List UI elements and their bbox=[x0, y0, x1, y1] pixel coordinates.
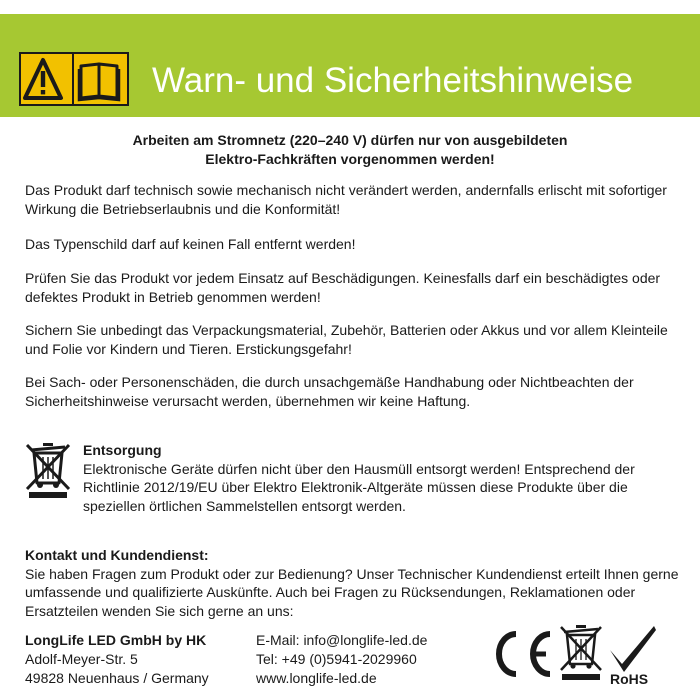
disposal-line: speziellen örtlichen Sammelstellen entsorgt werden. bbox=[83, 497, 406, 514]
contact-email[interactable]: E-Mail: info@longlife-led.de bbox=[256, 632, 428, 648]
rohs-check-icon bbox=[610, 626, 656, 686]
paragraph-line: Das Produkt darf technisch sowie mechanisch nicht verändert werden, andernfalls erlischt mit sofortiger bbox=[25, 182, 667, 198]
paragraph-line: Wirkung die Betriebserlaubnis und die Konformität! bbox=[25, 201, 341, 217]
contact-heading: Kontakt und Kundendienst: bbox=[25, 547, 209, 563]
ce-mark-icon bbox=[499, 634, 550, 674]
safety-paragraph-liability bbox=[25, 373, 685, 411]
disposal-section bbox=[83, 441, 683, 515]
crossed-out-bin-icon bbox=[23, 441, 73, 499]
contact-section bbox=[25, 546, 695, 620]
safety-paragraph-inspection bbox=[25, 269, 685, 307]
lead-line: Elektro-Fachkräften vorgenommen werden! bbox=[205, 151, 495, 167]
paragraph-line: Bei Sach- oder Personenschäden, die durch unsachgemäße Handhabung oder Nichtbeachten der bbox=[25, 374, 634, 390]
paragraph-line: und Folie vor Kindern und Tieren. Erstickungsgefahr! bbox=[25, 341, 352, 357]
header-banner bbox=[0, 14, 700, 117]
safety-paragraph-type-plate bbox=[25, 235, 685, 254]
disposal-heading: Entsorgung bbox=[83, 442, 162, 458]
contact-website[interactable]: www.longlife-led.de bbox=[256, 670, 377, 686]
company-city: 49828 Neuenhaus / Germany bbox=[25, 670, 209, 686]
lead-line: Arbeiten am Stromnetz (220–240 V) dürfen nur von ausgebildeten bbox=[132, 132, 568, 148]
paragraph-line: Prüfen Sie das Produkt vor jedem Einsatz auf Beschädigungen. Keinesfalls darf ein beschädigtes oder bbox=[25, 270, 661, 286]
manual-book-icon bbox=[21, 54, 127, 104]
contact-details bbox=[256, 631, 427, 688]
rohs-label: RoHS bbox=[610, 671, 649, 686]
lead-warning bbox=[0, 131, 700, 169]
contact-line: umfassende und qualifizierte Auskünfte. Auch bei Fragen zu Rücksendungen, Reklamationen oder bbox=[25, 584, 636, 600]
company-street: Adolf-Meyer-Str. 5 bbox=[25, 651, 138, 667]
page-title: Warn- und Sicherheitshinweise bbox=[152, 61, 634, 100]
contact-phone[interactable]: Tel: +49 (0)5941-2029960 bbox=[256, 651, 417, 667]
contact-line: Sie haben Fragen zum Produkt oder zur Bedienung? Unser Technischer Kundendienst erteilt Ihnen gerne bbox=[25, 565, 679, 582]
company-name: LongLife LED GmbH by HK bbox=[25, 632, 207, 648]
paragraph-line: Das Typenschild darf auf keinen Fall entfernt werden! bbox=[25, 236, 356, 252]
contact-line: Ersatzteilen wenden Sie sich gerne an uns: bbox=[25, 602, 294, 619]
company-address bbox=[25, 631, 209, 688]
safety-paragraph-packaging bbox=[25, 321, 685, 359]
weee-bin-icon bbox=[561, 625, 601, 680]
disposal-line: Richtlinie 2012/19/EU über Elektro Elektronik-Altgeräte müssen diese Produkte über die bbox=[83, 479, 628, 495]
paragraph-line: defektes Produkt in Betrieb genommen werden! bbox=[25, 289, 321, 305]
warning-badges bbox=[19, 52, 129, 106]
paragraph-line: Sicherheitshinweise verursacht werden, übernehmen wir keine Haftung. bbox=[25, 393, 471, 409]
safety-paragraph-modification bbox=[25, 181, 685, 219]
paragraph-line: Sichern Sie unbedingt das Verpackungsmaterial, Zubehör, Batterien oder Akkus und vor allem Kleinteile bbox=[25, 322, 668, 338]
disposal-line: Elektronische Geräte dürfen nicht über den Hausmüll entsorgt werden! Entsprechend der bbox=[83, 460, 635, 477]
certification-marks bbox=[488, 622, 688, 686]
